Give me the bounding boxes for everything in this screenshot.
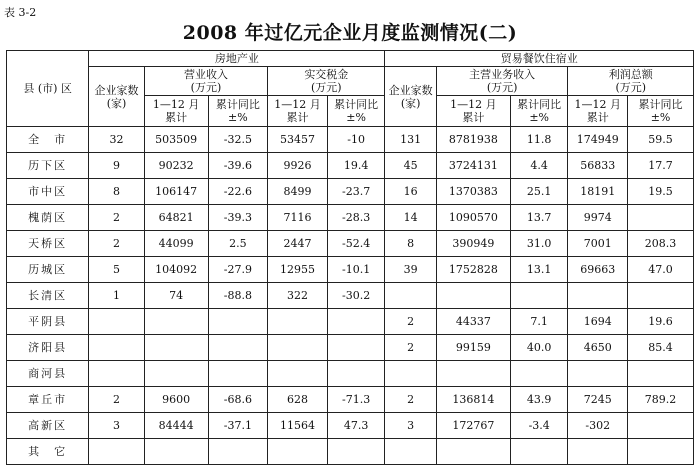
cell-c1: 1 [89,283,145,309]
cell-mrev-yoy: -3.4 [510,413,568,439]
cell-rev-yoy: -68.6 [208,387,268,413]
header-cum: 1—12 月 累计 [436,96,510,127]
cell-tax-yoy [327,335,385,361]
cell-tax-yoy: 47.3 [327,413,385,439]
cell-c1: 2 [89,205,145,231]
cell-mrev-yoy: 11.8 [510,127,568,153]
cell-mrev-yoy: 40.0 [510,335,568,361]
cell-profit-yoy: 789.2 [628,387,694,413]
cell-mrev-yoy: 4.4 [510,153,568,179]
cell-c2: 2 [385,335,436,361]
cell-profit-yoy [628,283,694,309]
cell-rev-yoy: 2.5 [208,231,268,257]
cell-rev: 106147 [144,179,208,205]
cell-tax-yoy: -28.3 [327,205,385,231]
cell-mrev: 1090570 [436,205,510,231]
header-count-2: 企业家数 (家) [385,67,436,127]
cell-profit-yoy [628,439,694,465]
cell-c1: 5 [89,257,145,283]
header-group-realestate: 房地产业 [89,51,385,67]
table-row [7,205,694,231]
cell-mrev: 44337 [436,309,510,335]
cell-tax: 8499 [268,179,328,205]
cell-tax-yoy: -10.1 [327,257,385,283]
cell-profit-yoy: 17.7 [628,153,694,179]
row-region: 其 它 [7,439,89,465]
cell-rev: 84444 [144,413,208,439]
cell-mrev-yoy [510,283,568,309]
cell-profit-yoy: 208.3 [628,231,694,257]
cell-profit: -302 [568,413,628,439]
cell-tax-yoy [327,309,385,335]
page-title: 2008 年过亿元企业月度监测情况(二) [182,22,518,44]
header-profit: 利润总额 (万元) [568,67,694,96]
header-group-trade: 贸易餐饮住宿业 [385,51,694,67]
cell-c2: 131 [385,127,436,153]
cell-profit-yoy [628,205,694,231]
cell-mrev: 1752828 [436,257,510,283]
cell-c2: 39 [385,257,436,283]
cell-rev: 64821 [144,205,208,231]
cell-rev [144,335,208,361]
cell-rev [144,439,208,465]
header-count-1: 企业家数 (家) [89,67,145,127]
header-yoy: 累计同比 ±% [510,96,568,127]
cell-c1 [89,361,145,387]
monitor-table [6,50,694,465]
cell-tax [268,309,328,335]
cell-mrev: 390949 [436,231,510,257]
cell-tax [268,439,328,465]
cell-profit: 18191 [568,179,628,205]
cell-rev-yoy: -22.6 [208,179,268,205]
cell-c2: 8 [385,231,436,257]
row-region: 天桥区 [7,231,89,257]
cell-c2 [385,361,436,387]
cell-profit: 7001 [568,231,628,257]
cell-rev: 9600 [144,387,208,413]
cell-rev-yoy: -27.9 [208,257,268,283]
cell-profit-yoy: 19.6 [628,309,694,335]
cell-profit [568,361,628,387]
table-row [7,127,694,153]
table-tag: 表 3-2 [4,6,37,19]
cell-profit [568,439,628,465]
cell-mrev: 172767 [436,413,510,439]
cell-rev-yoy [208,361,268,387]
cell-profit: 7245 [568,387,628,413]
cell-c2: 16 [385,179,436,205]
header-revenue: 营业收入 (万元) [144,67,267,96]
cell-tax: 7116 [268,205,328,231]
cell-tax [268,361,328,387]
cell-rev-yoy [208,335,268,361]
cell-mrev-yoy: 13.1 [510,257,568,283]
header-yoy: 累计同比 ±% [208,96,268,127]
cell-rev: 74 [144,283,208,309]
cell-mrev-yoy: 25.1 [510,179,568,205]
cell-profit-yoy: 19.5 [628,179,694,205]
cell-mrev [436,439,510,465]
cell-mrev-yoy: 13.7 [510,205,568,231]
cell-tax-yoy [327,361,385,387]
cell-rev-yoy [208,439,268,465]
cell-profit: 69663 [568,257,628,283]
table-row [7,361,694,387]
header-tax: 实交税金 (万元) [268,67,385,96]
row-region: 槐荫区 [7,205,89,231]
cell-rev: 90232 [144,153,208,179]
cell-tax-yoy: -71.3 [327,387,385,413]
cell-c1: 8 [89,179,145,205]
table-row [7,257,694,283]
row-region: 济阳县 [7,335,89,361]
cell-c1: 9 [89,153,145,179]
cell-c1: 32 [89,127,145,153]
row-region: 商河县 [7,361,89,387]
table-row [7,231,694,257]
cell-rev-yoy: -39.6 [208,153,268,179]
cell-c2: 2 [385,309,436,335]
row-region: 历城区 [7,257,89,283]
cell-profit-yoy [628,361,694,387]
cell-c1: 2 [89,387,145,413]
cell-mrev-yoy [510,439,568,465]
table-row [7,413,694,439]
header-yoy: 累计同比 ±% [628,96,694,127]
row-region: 全 市 [7,127,89,153]
cell-mrev: 3724131 [436,153,510,179]
cell-rev-yoy: -32.5 [208,127,268,153]
cell-profit [568,283,628,309]
cell-rev: 503509 [144,127,208,153]
table-row [7,335,694,361]
cell-mrev: 1370383 [436,179,510,205]
cell-rev: 104092 [144,257,208,283]
cell-profit-yoy [628,413,694,439]
cell-c1: 2 [89,231,145,257]
cell-tax: 628 [268,387,328,413]
cell-tax-yoy: -10 [327,127,385,153]
cell-profit: 174949 [568,127,628,153]
table-row [7,439,694,465]
cell-tax: 9926 [268,153,328,179]
table-row [7,179,694,205]
row-region: 平阴县 [7,309,89,335]
row-region: 长清区 [7,283,89,309]
cell-tax: 322 [268,283,328,309]
row-region: 章丘市 [7,387,89,413]
cell-mrev-yoy: 43.9 [510,387,568,413]
cell-c2: 2 [385,387,436,413]
cell-tax: 2447 [268,231,328,257]
cell-c2: 3 [385,413,436,439]
cell-profit: 1694 [568,309,628,335]
cell-profit: 4650 [568,335,628,361]
row-region: 历下区 [7,153,89,179]
cell-tax: 12955 [268,257,328,283]
table-row [7,309,694,335]
cell-tax [268,335,328,361]
cell-rev [144,361,208,387]
cell-tax-yoy: -30.2 [327,283,385,309]
header-region: 县 (市) 区 [7,51,89,127]
cell-rev [144,309,208,335]
cell-profit-yoy: 47.0 [628,257,694,283]
table-row [7,153,694,179]
cell-profit-yoy: 85.4 [628,335,694,361]
cell-rev-yoy [208,309,268,335]
cell-tax-yoy [327,439,385,465]
cell-mrev: 136814 [436,387,510,413]
header-main-revenue: 主营业务收入 (万元) [436,67,568,96]
cell-rev-yoy: -37.1 [208,413,268,439]
cell-tax-yoy: 19.4 [327,153,385,179]
table-row [7,387,694,413]
cell-rev-yoy: -88.8 [208,283,268,309]
cell-tax-yoy: -23.7 [327,179,385,205]
cell-c2: 45 [385,153,436,179]
cell-tax-yoy: -52.4 [327,231,385,257]
header-cum: 1—12 月 累计 [144,96,208,127]
header-cum: 1—12 月 累计 [268,96,328,127]
header-yoy: 累计同比 ±% [327,96,385,127]
cell-mrev-yoy [510,361,568,387]
cell-mrev-yoy: 7.1 [510,309,568,335]
header-cum: 1—12 月 累计 [568,96,628,127]
cell-c1 [89,439,145,465]
cell-c1 [89,335,145,361]
cell-mrev: 8781938 [436,127,510,153]
row-region: 市中区 [7,179,89,205]
cell-c2: 14 [385,205,436,231]
cell-c2 [385,439,436,465]
cell-mrev [436,361,510,387]
cell-rev: 44099 [144,231,208,257]
cell-mrev-yoy: 31.0 [510,231,568,257]
cell-tax: 53457 [268,127,328,153]
cell-mrev [436,283,510,309]
cell-tax: 11564 [268,413,328,439]
cell-rev-yoy: -39.3 [208,205,268,231]
table-row [7,283,694,309]
cell-profit: 56833 [568,153,628,179]
cell-c1 [89,309,145,335]
cell-profit-yoy: 59.5 [628,127,694,153]
cell-mrev: 99159 [436,335,510,361]
cell-profit: 9974 [568,205,628,231]
row-region: 高新区 [7,413,89,439]
cell-c2 [385,283,436,309]
cell-c1: 3 [89,413,145,439]
